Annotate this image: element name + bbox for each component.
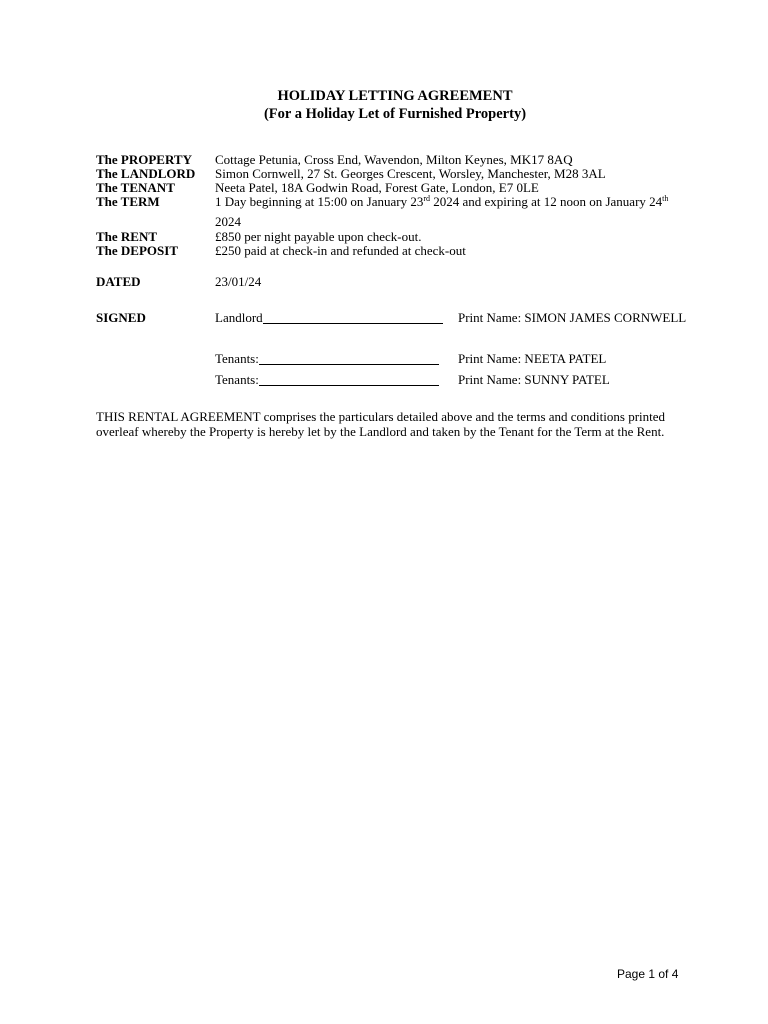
- property-value: Cottage Petunia, Cross End, Wavendon, Milton Keynes, MK17 8AQ: [215, 152, 573, 167]
- dated-label: DATED: [96, 274, 141, 289]
- rent-label: The RENT: [96, 229, 158, 244]
- landlord-value: Simon Cornwell, 27 St. Georges Crescent, Worsley, Manchester, M28 3AL: [215, 166, 606, 181]
- print-name-tenant-2: Print Name: SUNNY PATEL: [458, 372, 610, 387]
- term-label: The TERM: [96, 194, 160, 209]
- signed-label: SIGNED: [96, 310, 146, 325]
- print-name-tenant-1: Print Name: NEETA PATEL: [458, 351, 607, 366]
- rent-value: £850 per night payable upon check-out.: [215, 229, 422, 244]
- landlord-signature-row: [215, 311, 443, 325]
- term-text-start: 1 Day beginning at 15:00 on January 23: [215, 194, 424, 209]
- print-name-landlord: Print Name: SIMON JAMES CORNWELL: [458, 310, 687, 325]
- term-value: [215, 195, 668, 209]
- term-ordinal-start: rd: [423, 194, 430, 203]
- tenant-label: The TENANT: [96, 180, 175, 195]
- dated-value: 23/01/24: [215, 274, 262, 289]
- property-label: The PROPERTY: [96, 152, 192, 167]
- term-ordinal-end: th: [662, 194, 669, 203]
- tenant-signature-row: [215, 373, 439, 387]
- signature-line: [259, 364, 439, 365]
- signature-role: Landlord: [215, 310, 263, 325]
- landlord-label: The LANDLORD: [96, 166, 196, 181]
- signature-line: [263, 323, 443, 324]
- tenant-signature-row: [215, 352, 439, 366]
- title-block: [0, 87, 768, 123]
- document-title: HOLIDAY LETTING AGREEMENT: [277, 88, 513, 104]
- signature-line: [259, 385, 439, 386]
- signature-role: Tenants:: [215, 351, 259, 366]
- deposit-label: The DEPOSIT: [96, 243, 178, 258]
- deposit-value: £250 paid at check-in and refunded at check-out: [215, 243, 466, 258]
- page-number: Page 1 of 4: [617, 967, 679, 981]
- term-value-continued: 2024: [215, 214, 241, 229]
- signature-role: Tenants:: [215, 372, 259, 387]
- tenant-value: Neeta Patel, 18A Godwin Road, Forest Gate, London, E7 0LE: [215, 180, 539, 195]
- document-subtitle: (For a Holiday Let of Furnished Property): [263, 106, 527, 122]
- term-text-end: 2024 and expiring at 12 noon on January 24: [430, 194, 663, 209]
- agreement-paragraph: THIS RENTAL AGREEMENT comprises the particulars detailed above and the terms and conditions printed overleaf whereby the Property is hereby let by the Landlord and taken by the Tenant for the Term at the Rent.: [96, 409, 666, 439]
